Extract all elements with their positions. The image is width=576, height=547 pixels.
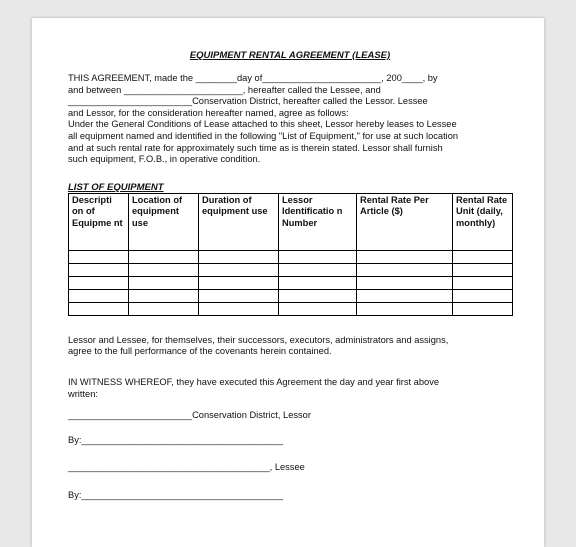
intro-paragraph (68, 73, 512, 166)
table-cell (279, 276, 357, 289)
table-row (69, 276, 513, 289)
table-cell (357, 302, 453, 315)
covenant-line: agree to the full performance of the covenants herein contained. (68, 346, 332, 357)
table-row (69, 302, 513, 315)
table-cell (199, 302, 279, 315)
column-header-rate-unit: Rental Rate Unit (daily, monthly) (453, 193, 513, 250)
document-title: EQUIPMENT RENTAL AGREEMENT (LEASE) (189, 50, 391, 61)
table-cell (357, 276, 453, 289)
table-cell (453, 250, 513, 263)
intro-line: and between _______________________, hereafter called the Lessee, and (68, 84, 381, 95)
table-cell (453, 276, 513, 289)
table-cell (129, 289, 199, 302)
intro-line: THIS AGREEMENT, made the ________day of_______________________, 200____, by (68, 73, 438, 83)
intro-line: and Lessor, for the consideration hereafter named, agree as follows: (68, 107, 349, 118)
column-header-duration: Duration of equipment use (199, 193, 279, 250)
table-cell (279, 302, 357, 315)
table-cell (453, 302, 513, 315)
witness-line: written: (68, 388, 98, 399)
covenant-paragraph (68, 335, 512, 358)
lessee-by-line: By:_______________________________________ (68, 489, 284, 500)
table-cell (357, 263, 453, 276)
table-cell (69, 289, 129, 302)
witness-line: IN WITNESS WHEREOF, they have executed this Agreement the day and year first above (68, 376, 440, 387)
table-cell (357, 289, 453, 302)
column-header-rental-rate: Rental Rate Per Article ($) (357, 193, 453, 250)
equipment-table (68, 193, 513, 316)
table-cell (69, 263, 129, 276)
intro-line: ________________________Conservation District, hereafter called the Lessor. Lessee (68, 96, 428, 107)
table-cell (129, 263, 199, 276)
table-cell (69, 276, 129, 289)
table-header-row (69, 193, 513, 250)
table-row (69, 289, 513, 302)
table-row (69, 263, 513, 276)
table-cell (279, 263, 357, 276)
list-of-equipment-heading: LIST OF EQUIPMENT (68, 181, 164, 193)
table-cell (129, 302, 199, 315)
intro-line: all equipment named and identified in the following "List of Equipment," for use at such location (68, 130, 459, 141)
covenant-line: Lessor and Lessee, for themselves, their successors, executors, administrators and assigns, (68, 334, 449, 345)
document-page (32, 18, 544, 547)
lessor-by-line: By:_______________________________________ (68, 434, 284, 445)
table-cell (453, 263, 513, 276)
intro-line: Under the General Conditions of Lease attached to this sheet, Lessor hereby leases to Lessee (68, 119, 457, 130)
table-cell (69, 250, 129, 263)
table-cell (453, 289, 513, 302)
table-cell (357, 250, 453, 263)
column-header-lessor-id: Lessor Identificatio n Number (279, 193, 357, 250)
table-cell (279, 289, 357, 302)
table-cell (279, 250, 357, 263)
table-cell (199, 276, 279, 289)
lessor-signature-line: ________________________Conservation District, Lessor (68, 410, 311, 421)
document-body (68, 50, 512, 502)
table-cell (199, 250, 279, 263)
table-cell (199, 289, 279, 302)
column-header-location: Location of equipment use (129, 193, 199, 250)
table-cell (199, 263, 279, 276)
column-header-description: Descripti on of Equipme nt (69, 193, 129, 250)
table-cell (129, 250, 199, 263)
witness-paragraph (68, 377, 512, 400)
table-row (69, 250, 513, 263)
intro-line: and at such rental rate for approximately such time as is therein stated. Lessor shall furnish (68, 142, 443, 153)
lessee-signature-line: _______________________________________, Lessee (68, 462, 305, 473)
table-cell (129, 276, 199, 289)
table-cell (69, 302, 129, 315)
table-body (69, 250, 513, 315)
intro-line: such equipment, F.O.B., in operative condition. (68, 154, 261, 165)
